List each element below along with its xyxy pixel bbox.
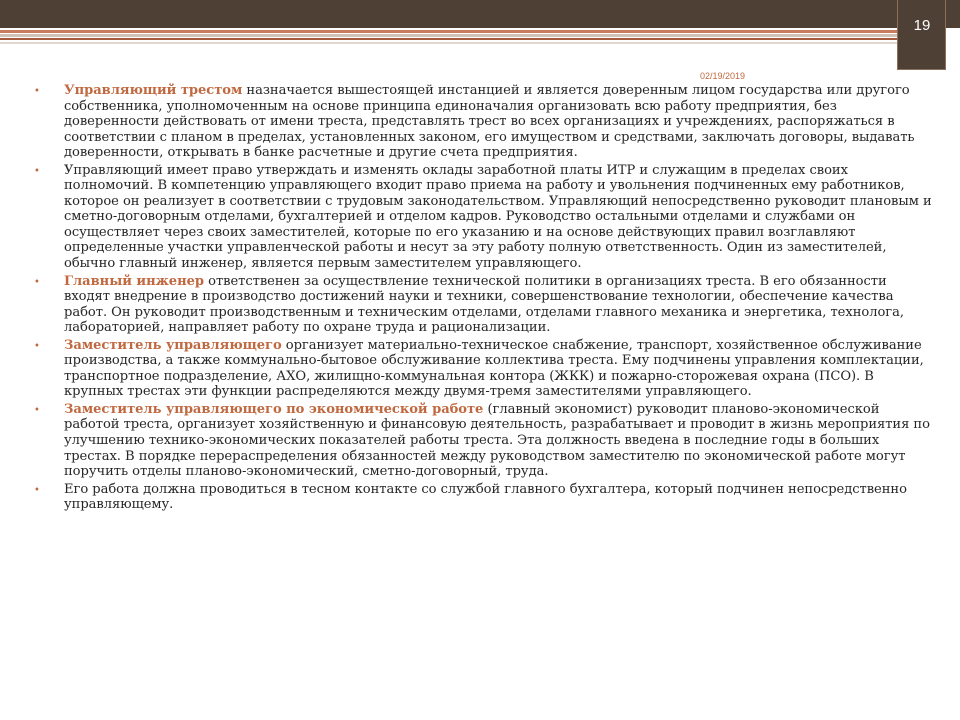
bullet-text: Его работа должна проводиться в тесном контакте со службой главного бухгалтера, который подчинен непосредственно управляющему.	[64, 481, 907, 513]
slide-date: 02/19/2019	[700, 71, 746, 81]
header-stripe	[0, 42, 946, 44]
bullet-dot-icon: •	[34, 404, 40, 416]
bullet-highlight: Управляющий трестом	[64, 83, 243, 98]
bullet-item	[34, 274, 932, 336]
bullet-dot-icon: •	[34, 276, 40, 288]
bullet-text: (главный экономист) руководит планово-экономической работой треста, организует хозяйственную и финансовую деятельность, разрабатывает и проводит в жизнь мероприятия по улучшению технико-экономических показателей работы треста. Эта должность введена в последние годы в больших трестах. В порядке перераспределения обязанностей между руководством заместителю по экономической работе могут поручить отделы планово-экономический, сметно-договорный, труда.	[64, 401, 930, 480]
bullet-list	[34, 83, 932, 515]
bullet-dot-icon: •	[34, 340, 40, 352]
bullet-item	[34, 83, 932, 161]
bullet-text: назначается вышестоящей инстанцией и является доверенным лицом государства или другого собственника, уполномоченным на основе принципа единоначалия организовать всю работу предприятия, без доверенности действовать от имени треста, представлять трест во всех организациях и учреждениях, распоряжаться в соответствии с планом в пределах, установленных законом, его имуществом и средствами, заключать договоры, выдавать доверенности, открывать в банке расчетные и другие счета предприятия.	[64, 83, 915, 161]
bullet-text: ответственен за осуществление технической политики в организациях треста. В его обязанности входят внедрение в производство достижений науки и техники, совершенствование технологии, обеспечение качества работ. Он руководит производственным и техническим отделами, отделами главного механика и энергетика, технолога, лабораторией, направляет работу по охране труда и рационализации.	[64, 273, 904, 336]
bullet-dot-icon: •	[34, 165, 40, 177]
bullet-highlight: Главный инженер	[64, 273, 205, 289]
slide-number: 19	[913, 17, 931, 34]
bullet-dot-icon: •	[34, 484, 40, 496]
bullet-dot-icon: •	[34, 86, 40, 97]
header-stripe	[0, 34, 946, 37]
bullet-text: организует материально-техническое снабжение, транспорт, хозяйственное обслуживание производства, а также коммунально-бытовое обслуживание коллектива треста. Ему подчинены управления комплектации, транспортное подразделение, АХО, жилищно-коммунальная контора (ЖКК) и пожарно-сторожевая охрана (ПСО). В крупных трестах эти функции распределяются между двумя-тремя заместителями управляющего.	[64, 337, 924, 400]
bullet-highlight: Заместитель управляющего	[64, 337, 282, 353]
bullet-item	[34, 402, 932, 480]
bullet-text: Управляющий имеет право утверждать и изменять оклады заработной платы ИТР и служащим в пределах своих полномочий. В компетенцию управляющего входит право приема на работу и увольнения подчиненных ему работников, которое он реализует в соответствии с трудовым законодательством. Управляющий непосредственно руководит плановым и сметно-договорным отделами, бухгалтерией и отделом кадров. Руководство остальными отделами и службами он осуществляет через своих заместителей, которые по его указанию и на основе действующих правил возглавляют определенные участки управленческой работы и несут за эту работу полную ответственность. Один из заместителей, обычно главный инженер, является первым заместителем управляющего.	[64, 162, 932, 272]
header-band	[0, 0, 960, 28]
bullet-item	[34, 338, 932, 400]
header-stripe	[0, 30, 946, 33]
header-stripe	[0, 38, 946, 40]
slide-number-box	[897, 0, 946, 70]
bullet-item	[34, 163, 932, 272]
bullet-highlight: Заместитель управляющего по экономической работе	[64, 401, 484, 417]
bullet-item	[34, 482, 932, 513]
